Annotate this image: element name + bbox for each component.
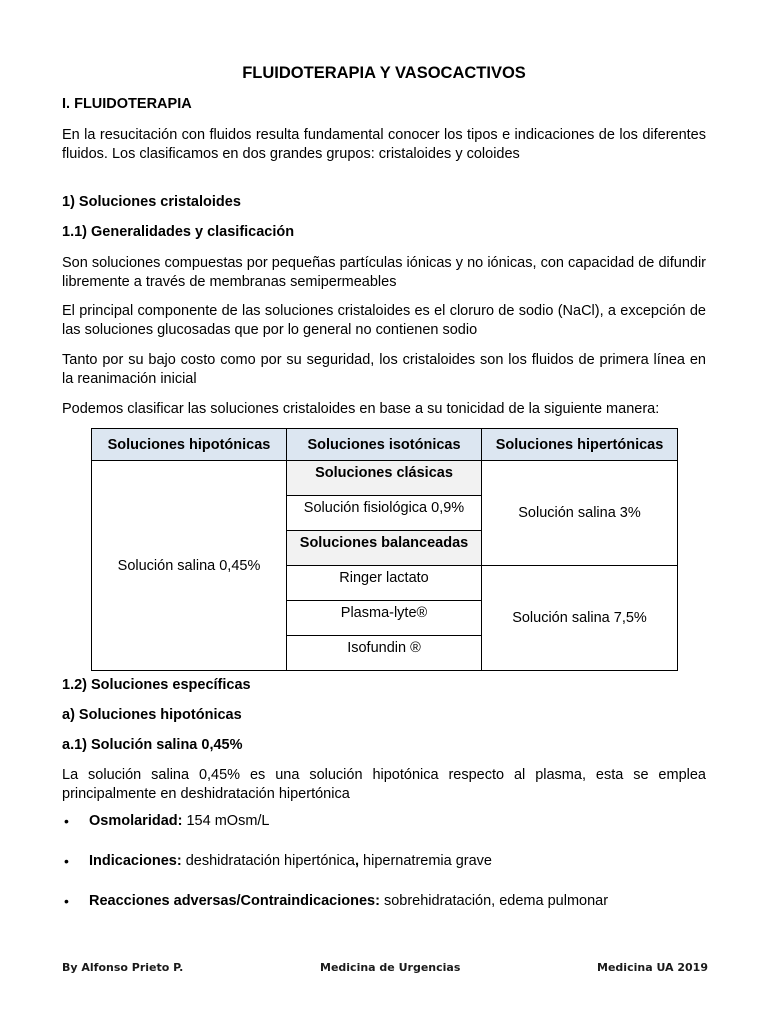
paragraph-componente: El principal componente de las soluciones cristaloides es el cloruro de sodio (NaCl), a excepción de las soluciones glucosadas que por lo general no contienen sodio <box>62 303 706 338</box>
bullet-icon: • <box>64 853 69 869</box>
intro-paragraph: En la resucitación con fluidos resulta fundamental conocer los tipos e indicaciones de los diferentes fluidos. Los clasificamos en dos grandes grupos: cristaloides y coloides <box>62 127 706 162</box>
header-hipertonicas: Soluciones hipertónicas <box>482 429 678 461</box>
footer-year: Medicina UA 2019 <box>597 961 708 974</box>
heading-soluciones-cristaloides: 1) Soluciones cristaloides <box>62 194 241 210</box>
cell-iso-fisiologica: Solución fisiológica 0,9% <box>287 496 482 531</box>
paragraph-costo: Tanto por su bajo costo como por su seguridad, los cristaloides son los fluidos de primera línea en la reanimación inicial <box>62 352 706 387</box>
list-item-reacciones <box>62 892 722 932</box>
value-osmolaridad: 154 mOsm/L <box>182 813 270 829</box>
cell-hiper-75: Solución salina 7,5% <box>482 566 678 671</box>
value-indicaciones-1: deshidratación hipertónica <box>181 853 355 869</box>
paragraph-definicion: Son soluciones compuestas por pequeñas partículas iónicas y no iónicas, con capacidad de difundir libremente a través de membranas semipermeables <box>62 255 706 290</box>
label-osmolaridad: Osmolaridad: <box>89 813 183 829</box>
footer-course: Medicina de Urgencias <box>320 961 461 974</box>
bullet-icon: • <box>64 813 69 829</box>
cell-iso-plasmalyte: Plasma-lyte® <box>287 601 482 636</box>
table-row <box>92 461 678 496</box>
heading-salina-045: a.1) Solución salina 0,45% <box>62 737 243 753</box>
section-heading-fluidoterapia: I. FLUIDOTERAPIA <box>62 96 192 112</box>
value-indicaciones-2: hipernatremia grave <box>359 853 493 869</box>
paragraph-salina-045: La solución salina 0,45% es una solución hipotónica respecto al plasma, esta se emplea principalmente en deshidratación hipertónica <box>62 767 706 802</box>
bullet-icon: • <box>64 893 69 909</box>
cell-iso-balanceadas: Soluciones balanceadas <box>287 531 482 566</box>
properties-list <box>62 812 722 932</box>
header-isotonicas: Soluciones isotónicas <box>287 429 482 461</box>
page-title: FLUIDOTERAPIA Y VASOCACTIVOS <box>242 64 526 82</box>
paragraph-clasificacion: Podemos clasificar las soluciones cristaloides en base a su tonicidad de la siguiente manera: <box>62 401 660 417</box>
list-item-osmolaridad <box>62 812 722 852</box>
heading-soluciones-especificas: 1.2) Soluciones específicas <box>62 677 251 693</box>
cell-iso-ringer: Ringer lactato <box>287 566 482 601</box>
footer-author: By Alfonso Prieto P. <box>62 961 184 974</box>
list-item-indicaciones <box>62 852 722 892</box>
table-header-row <box>92 429 678 461</box>
value-reacciones: sobrehidratación, edema pulmonar <box>379 893 609 909</box>
comma: , <box>354 853 360 869</box>
classification-table <box>91 428 678 671</box>
heading-generalidades: 1.1) Generalidades y clasificación <box>62 224 295 240</box>
cell-iso-isofundin: Isofundin ® <box>287 636 482 671</box>
heading-hipotonicas: a) Soluciones hipotónicas <box>62 707 242 723</box>
label-reacciones: Reacciones adversas/Contraindicaciones: <box>89 893 380 909</box>
cell-hipotonica: Solución salina 0,45% <box>92 461 287 671</box>
cell-hiper-3: Solución salina 3% <box>482 461 678 566</box>
cell-iso-clasicas: Soluciones clásicas <box>287 461 482 496</box>
header-hipotonicas: Soluciones hipotónicas <box>92 429 287 461</box>
label-indicaciones: Indicaciones: <box>89 853 182 869</box>
